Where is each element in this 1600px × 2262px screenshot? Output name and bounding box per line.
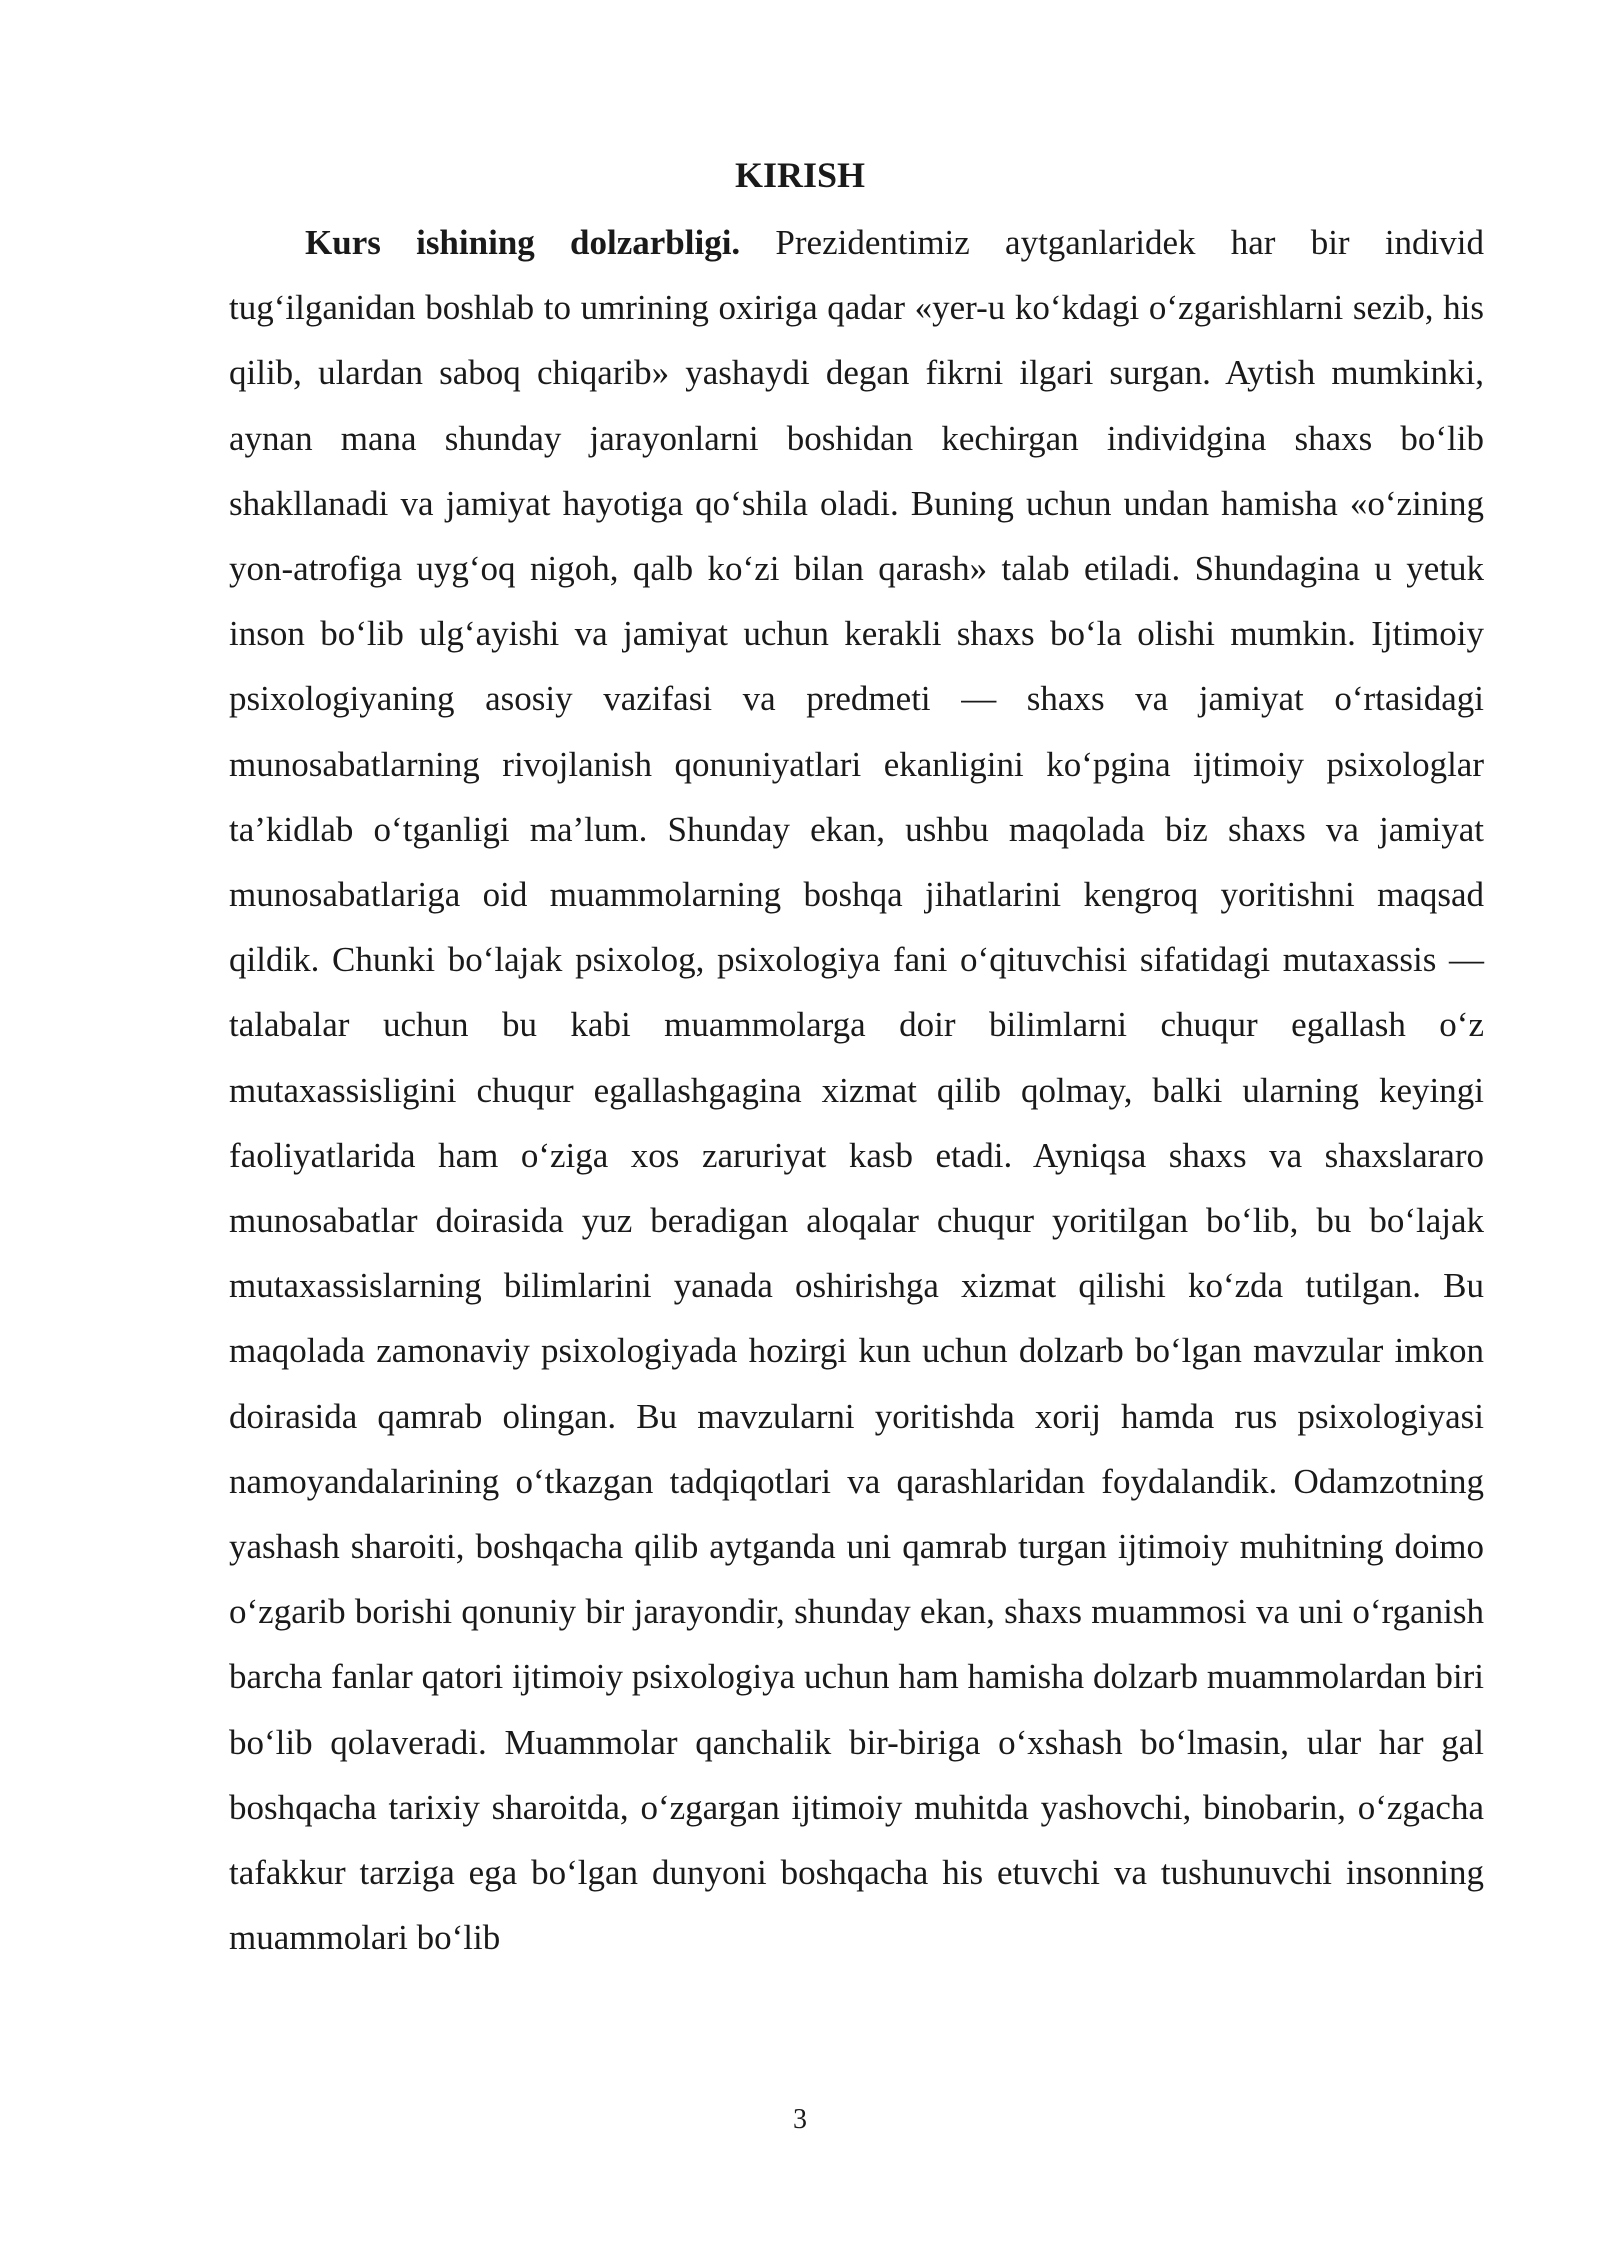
page-title: KIRISH [734,155,866,195]
paragraph-lead: Kurs ishining dolzarbligi. [305,223,741,262]
paragraph-text: Prezidentimiz aytganlaridek har bir individ tug‘ilganidan boshlab to umrining oxiriga qadar «yer-u ko‘kdagi o‘zgarishlarni sezib, his qilib, ulardan saboq chiqarib» yashaydi degan fikrni ilgari surgan. Aytish mumkinki, aynan mana shunday jarayonlarni boshidan kechirgan individgina shaxs bo‘lib shakllanadi va jamiyat hayotiga qo‘shila oladi. Buning uchun undan hamisha «o‘zining yon-atrofiga uyg‘oq nigoh, qalb ko‘zi bilan qarash» talab etiladi. Shundagina u yetuk inson bo‘lib ulg‘ayishi va jamiyat uchun kerakli shaxs bo‘la olishi mumkin. Ijtimoiy psixologiyaning asosiy vazifasi va predmeti — shaxs va jamiyat o‘rtasidagi munosabatlarning rivojlanish qonuniyatlari ekanligini ko‘pgina ijtimoiy psixologlar ta’kidlab o‘tganligi ma’lum. Shunday ekan, ushbu maqolada biz shaxs va jamiyat munosabatlariga oid muammolarning boshqa jihatlarini kengroq yoritishni maqsad qildik. Chunki bo‘lajak psixolog, psixologiya fani o‘qituvchisi sifatidagi mutaxassis — talabalar uchun bu kabi muammolarga doir bilimlarni chuqur egallash o‘z mutaxassisligini chuqur egallashgagina xizmat qilib qolmay, balki ularning keyingi faoliyatlarida ham o‘ziga xos zaruriyat kasb etadi. Ayniqsa shaxs va shaxslararo munosabatlar doirasida yuz beradigan aloqalar chuqur yoritilgan bo‘lib, bu bo‘lajak mutaxassislarning bilimlarini yanada oshirishga xizmat qilishi ko‘zda tutilgan. Bu maqolada zamonaviy psixologiyada hozirgi kun uchun dolzarb bo‘lgan mavzular imkon doirasida qamrab olingan. Bu mavzularni yoritishda xorij hamda rus psixologiyasi namoyandalarining o‘tkazgan tadqiqotlari va qarashlaridan foydalandik. Odamzotning yashash sharoiti, boshqacha qilib aytganda uni qamrab turgan ijtimoiy muhitning doimo o‘zgarib borishi qonuniy bir jarayondir, shunday ekan, shaxs muammosi va uni o‘rganish barcha fanlar qatori ijtimoiy psixologiya uchun ham hamisha dolzarb muammolardan biri bo‘lib qolaveradi. Muammolar qanchalik bir-biriga o‘xshash bo‘lmasin, ular har gal boshqacha tarixiy sharoitda, o‘zgargan ijtimoiy muhitda yashovchi, binobarin, o‘zgacha tafakkur tarziga ega bo‘lgan dunyoni boshqacha his etuvchi va tushunuvchi insonning muammolari bo‘lib [229,223,1484,1958]
page-number: 3 [793,2104,807,2135]
body-paragraph [229,210,1484,1970]
